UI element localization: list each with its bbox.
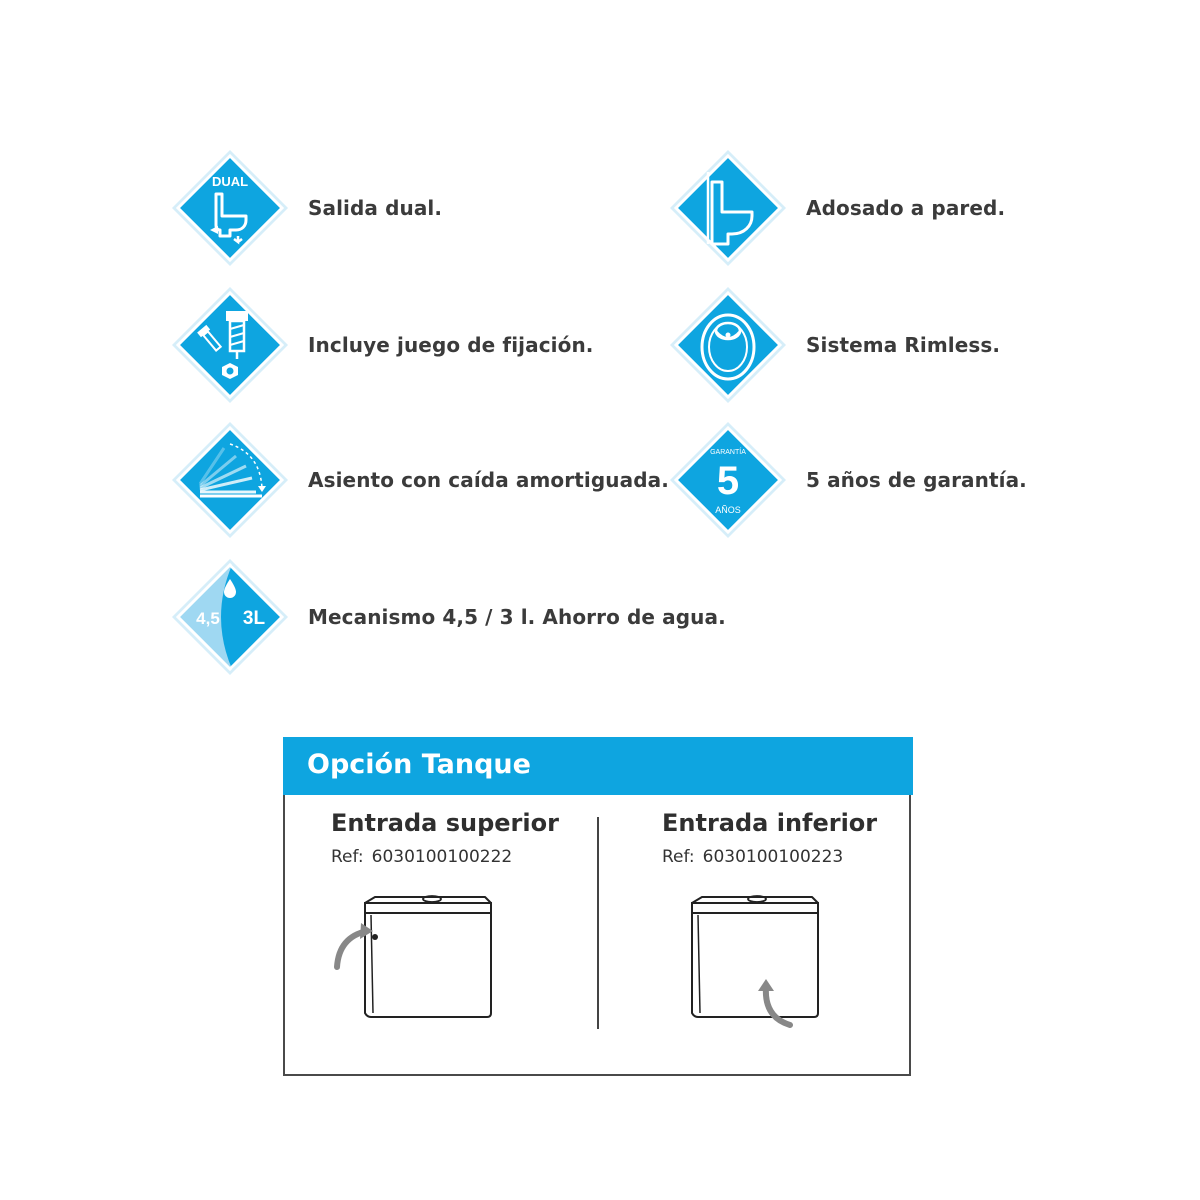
soft-close-seat-icon (170, 420, 290, 540)
option-title: Entrada superior (331, 809, 559, 837)
ref-label: Ref: (331, 847, 364, 867)
option-bottom-inlet (662, 809, 952, 867)
feature-label: Sistema Rimless. (806, 333, 1001, 357)
warranty-icon-top-text: GARANTÍA (710, 449, 746, 456)
feature-soft-close (170, 420, 669, 540)
warranty-icon (668, 420, 788, 540)
feature-wall-mounted (668, 148, 1005, 268)
feature-label: Mecanismo 4,5 / 3 l. Ahorro de agua. (308, 605, 726, 629)
water-icon-left-text: 4,5 (196, 609, 220, 628)
option-ref (331, 847, 621, 867)
tank-option-title: Opción Tanque (307, 749, 531, 780)
feature-dual-flush (170, 148, 442, 268)
warranty-icon-bottom-text: AÑOS (715, 505, 741, 515)
water-saving-icon (170, 557, 290, 677)
feature-rimless (668, 285, 1000, 405)
option-ref (662, 847, 952, 867)
feature-label: Incluye juego de fijación. (308, 333, 594, 357)
dual-icon-text: DUAL (211, 174, 249, 189)
option-title: Entrada inferior (662, 809, 878, 837)
feature-label: Salida dual. (308, 196, 443, 220)
feature-label: Adosado a pared. (806, 196, 1006, 220)
tank-top-inlet-drawing (327, 887, 497, 1047)
option-top-inlet (331, 809, 621, 867)
ref-number: 6030100100222 (371, 847, 513, 867)
tank-option-header (283, 737, 913, 795)
warranty-icon-number: 5 (716, 459, 740, 503)
feature-label: 5 años de garantía. (806, 468, 1027, 492)
wall-mounted-toilet-icon (668, 148, 788, 268)
tank-option-box (283, 737, 911, 1076)
feature-fixing-kit (170, 285, 594, 405)
dual-flush-icon (170, 148, 290, 268)
water-icon-right-text: 3L (242, 608, 266, 629)
feature-water-saving (170, 557, 726, 677)
screw-fixing-kit-icon (170, 285, 290, 405)
tank-bottom-inlet-drawing (672, 887, 842, 1047)
ref-label: Ref: (662, 847, 695, 867)
rimless-bowl-icon (668, 285, 788, 405)
ref-number: 6030100100223 (702, 847, 844, 867)
feature-warranty (668, 420, 1027, 540)
feature-label: Asiento con caída amortiguada. (308, 468, 669, 492)
